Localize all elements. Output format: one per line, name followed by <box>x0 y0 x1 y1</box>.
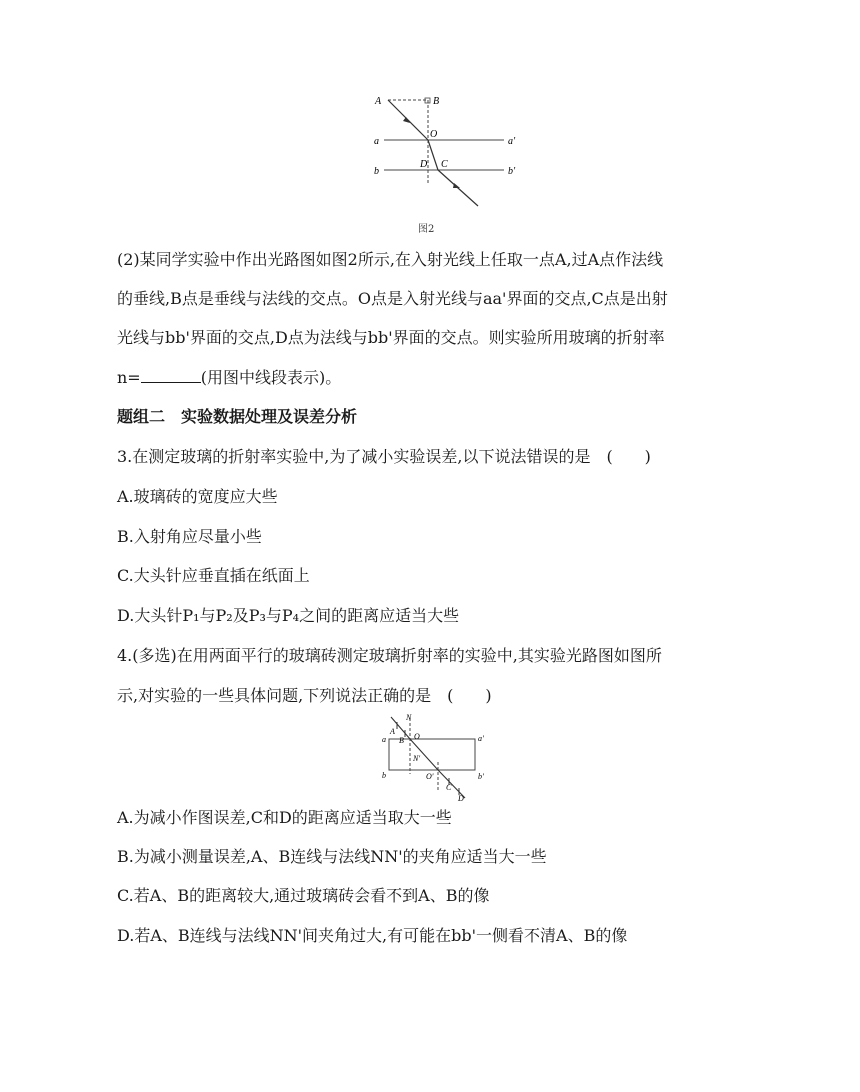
q4-fig-label: A <box>390 727 395 736</box>
q4-option-c: C.若A、B的距离较大,通过玻璃砖会看不到A、B的像 <box>117 886 490 905</box>
fig2-label: A <box>375 96 382 107</box>
q4-fig-label: a <box>382 735 386 744</box>
q2-line-3: 光线与bb'界面的交点,D点为法线与bb'界面的交点。则实验所用玻璃的折射率 <box>117 328 665 347</box>
q4-fig-label: N <box>406 713 412 722</box>
fig2-label: O <box>430 129 438 140</box>
figure-2-diagram <box>370 90 520 210</box>
q4-diagram <box>377 712 489 804</box>
q4-fig-label: a' <box>478 734 484 743</box>
fig2-label: C <box>441 159 448 170</box>
q3-stem: 3.在测定玻璃的折射率实验中,为了减小实验误差,以下说法错误的是 ( ) <box>117 447 651 466</box>
q2-line-4 <box>117 366 341 390</box>
q2-answer-suffix: (用图中线段表示)。 <box>200 368 342 387</box>
fig2-label: b <box>374 166 379 177</box>
q2-answer-prefix: n= <box>117 368 141 387</box>
q3-option-b: B.入射角应尽量小些 <box>117 527 262 546</box>
q4-fig-label: b <box>382 771 386 780</box>
q4-fig-label: B <box>399 736 404 745</box>
q4-fig-label: O' <box>426 772 434 781</box>
figure-2-caption: 图2 <box>418 224 435 235</box>
q2-line-2: 的垂线,B点是垂线与法线的交点。O点是入射光线与aa'界面的交点,C点是出射 <box>117 289 668 308</box>
q4-fig-label: b' <box>478 772 484 781</box>
section-title: 题组二 实验数据处理及误差分析 <box>117 407 358 426</box>
q3-option-a: A.玻璃砖的宽度应大些 <box>117 487 278 506</box>
fig2-label: B <box>433 96 440 107</box>
q2-line-1: (2)某同学实验中作出光路图如图2所示,在入射光线上任取一点A,过A点作法线 <box>117 250 664 269</box>
q3-option-d: D.大头针P₁与P₂及P₃与P₄之间的距离应适当大些 <box>117 606 460 625</box>
fig2-label: b' <box>508 166 516 177</box>
q4-fig-label: D <box>458 794 464 803</box>
q4-option-b: B.为减小测量误差,A、B连线与法线NN'的夹角应适当大一些 <box>117 847 547 866</box>
q2-answer-blank[interactable] <box>141 366 201 383</box>
q4-stem-line-1: 4.(多选)在用两面平行的玻璃砖测定玻璃折射率的实验中,其实验光路图如图所 <box>117 646 662 665</box>
q4-fig-label: N' <box>413 754 421 763</box>
q4-stem-line-2: 示,对实验的一些具体问题,下列说法正确的是 ( ) <box>117 686 492 705</box>
q3-option-c: C.大头针应垂直插在纸面上 <box>117 566 310 585</box>
fig2-label: a' <box>508 136 516 147</box>
q4-fig-label: C <box>446 783 452 792</box>
fig2-label: a <box>374 136 379 147</box>
q4-fig-label: O <box>414 732 420 741</box>
q4-option-d: D.若A、B连线与法线NN'间夹角过大,有可能在bb'一侧看不清A、B的像 <box>117 926 628 945</box>
fig2-label: D <box>420 159 428 170</box>
q4-option-a: A.为减小作图误差,C和D的距离应适当取大一些 <box>117 808 452 827</box>
